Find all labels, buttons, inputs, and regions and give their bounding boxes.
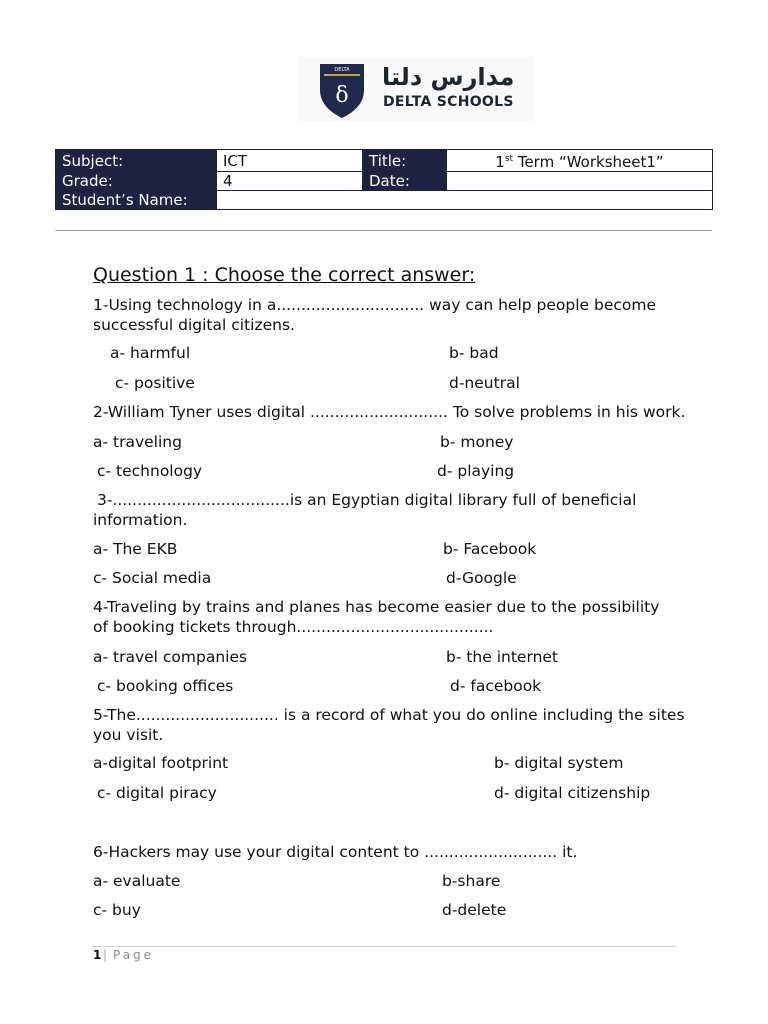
option-b: b- the internet (446, 648, 559, 666)
question-stem-line: of booking tickets through........................................ (93, 618, 494, 636)
question-stem-line: 6-Hackers may use your digital content to ........................... it. (93, 843, 578, 861)
student-name-label: Student’s Name: (56, 191, 217, 210)
title-value-prefix: 1 (495, 153, 505, 171)
question-stem-line: 5-The............................. is a record of what you do online including the sites (93, 706, 685, 724)
question-title: Question 1 : Choose the correct answer: (93, 264, 476, 286)
option-d: d-delete (442, 901, 507, 919)
question-stem-line: you visit. (93, 726, 164, 744)
option-c: c- buy (93, 901, 141, 919)
option-c: c- booking offices (97, 677, 234, 695)
grade-label: Grade: (56, 172, 217, 191)
option-d: d- digital citizenship (494, 784, 651, 802)
option-a: a- traveling (93, 433, 182, 451)
option-d: d- playing (437, 462, 515, 480)
table-row (56, 150, 713, 172)
option-c: c- digital piracy (97, 784, 217, 802)
page-label: Page (113, 948, 155, 962)
grade-value: 4 (217, 172, 363, 191)
question-stem-line: information. (93, 511, 188, 529)
table-row (56, 172, 713, 191)
subject-value: ICT (217, 150, 363, 172)
school-name: DELTA SCHOOLS (383, 94, 514, 110)
question-stem-line: 3-....................................is an Egyptian digital library full of beneficial (97, 491, 637, 509)
page-separator: | (103, 948, 108, 962)
option-c: c- Social media (93, 569, 212, 587)
option-d: d-Google (446, 569, 517, 587)
student-name-field[interactable] (217, 191, 713, 210)
option-b: b- digital system (494, 754, 624, 772)
date-label: Date: (363, 172, 447, 191)
page-number: 1 (93, 948, 102, 962)
crest-top-text: DELTA (334, 67, 350, 73)
subject-label: Subject: (56, 150, 217, 172)
question-stem-line: 4-Traveling by trains and planes has become easier due to the possibility (93, 598, 660, 616)
option-d: d-neutral (449, 374, 520, 392)
option-b: b- money (440, 433, 514, 451)
footer-divider (92, 946, 676, 947)
option-c: c- technology (97, 462, 203, 480)
title-value (447, 150, 713, 172)
crest-symbol: δ (335, 83, 349, 108)
option-a: a- evaluate (93, 872, 181, 890)
title-value-sup: st (504, 154, 514, 164)
option-b: b- bad (449, 344, 499, 362)
option-a: a-digital footprint (93, 754, 229, 772)
shield-icon (318, 62, 366, 120)
question-stem-line: successful digital citizens. (93, 316, 295, 334)
option-a: a- harmful (110, 344, 191, 362)
option-d: d- facebook (450, 677, 542, 695)
question-stem-line: 2-William Tyner uses digital ............................ To solve problems in his work. (93, 403, 686, 421)
school-name-arabic: مدارس دلتا (382, 63, 515, 91)
option-c: c- positive (115, 374, 195, 392)
title-label: Title: (363, 150, 447, 172)
question-stem-line: 1-Using technology in a.............................. way can help people become (93, 296, 657, 314)
title-value-suffix: Term “Worksheet1” (513, 153, 664, 171)
date-field[interactable] (447, 172, 713, 191)
table-row (56, 191, 713, 210)
worksheet-info-table (55, 149, 713, 210)
option-a: a- The EKB (93, 540, 178, 558)
option-a: a- travel companies (93, 648, 248, 666)
divider (55, 230, 712, 231)
option-b: b- Facebook (443, 540, 537, 558)
option-b: b-share (442, 872, 501, 890)
